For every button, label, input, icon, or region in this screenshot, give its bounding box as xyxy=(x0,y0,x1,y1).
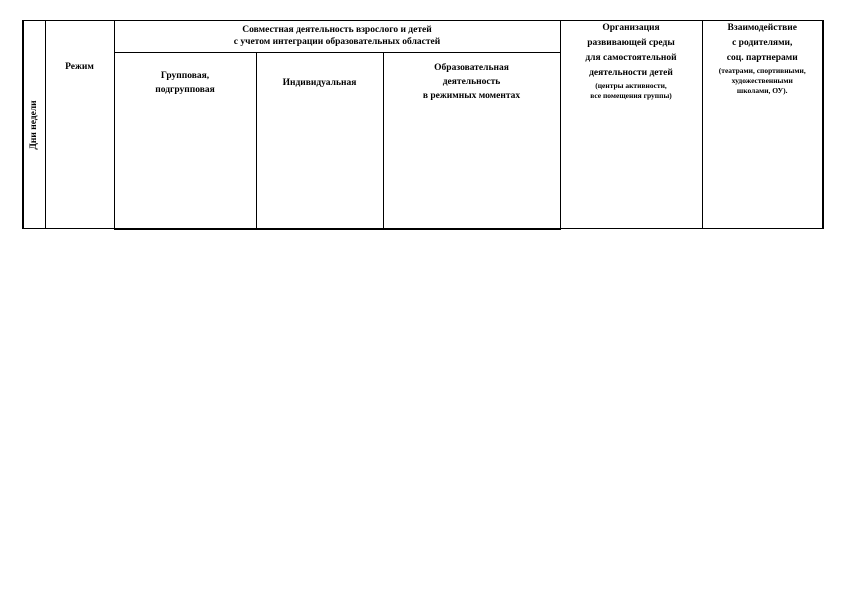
parents-line5: художественными xyxy=(731,76,793,85)
mode-label: Режим xyxy=(65,62,94,72)
environment-line4: деятельности детей xyxy=(589,68,673,78)
joint-activity-line1: Совместная деятельность взрослого и детей xyxy=(242,25,432,35)
parents-line2: с родителями, xyxy=(732,38,793,48)
group-line1: Групповая, xyxy=(160,71,210,81)
environment-line5: (центры активности, xyxy=(595,81,667,90)
individual-label: Индивидуальная xyxy=(282,78,357,88)
joint-activity-line2: с учетом интеграции образовательных областей xyxy=(233,37,441,47)
day-of-week-label: Дни недели xyxy=(29,99,40,150)
educational-line1: Образовательная xyxy=(434,63,509,73)
joint-activity-header xyxy=(114,21,560,53)
day-of-week-header xyxy=(23,21,45,229)
parents-line1: Взаимодействие xyxy=(727,23,797,33)
parents-line3: соц. партнерами xyxy=(726,53,798,63)
educational-header xyxy=(383,53,560,229)
mode-header xyxy=(45,21,114,229)
environment-line6: все помещения группы) xyxy=(590,91,672,100)
parents-header xyxy=(702,21,823,229)
group-line2: подгрупповая xyxy=(155,85,215,95)
environment-line2: развивающей среды xyxy=(587,38,675,48)
environment-header xyxy=(560,21,702,229)
planning-table xyxy=(22,20,824,230)
environment-line1: Организация xyxy=(602,23,660,33)
parents-line4: (театрами, спортивными, xyxy=(718,66,806,75)
group-header xyxy=(114,53,256,229)
educational-line3: в режимных моментах xyxy=(422,91,521,101)
individual-header xyxy=(256,53,383,229)
environment-line3: для самостоятельной xyxy=(585,53,677,63)
parents-line6: школами, ОУ). xyxy=(736,86,788,95)
educational-line2: деятельность xyxy=(442,77,501,87)
